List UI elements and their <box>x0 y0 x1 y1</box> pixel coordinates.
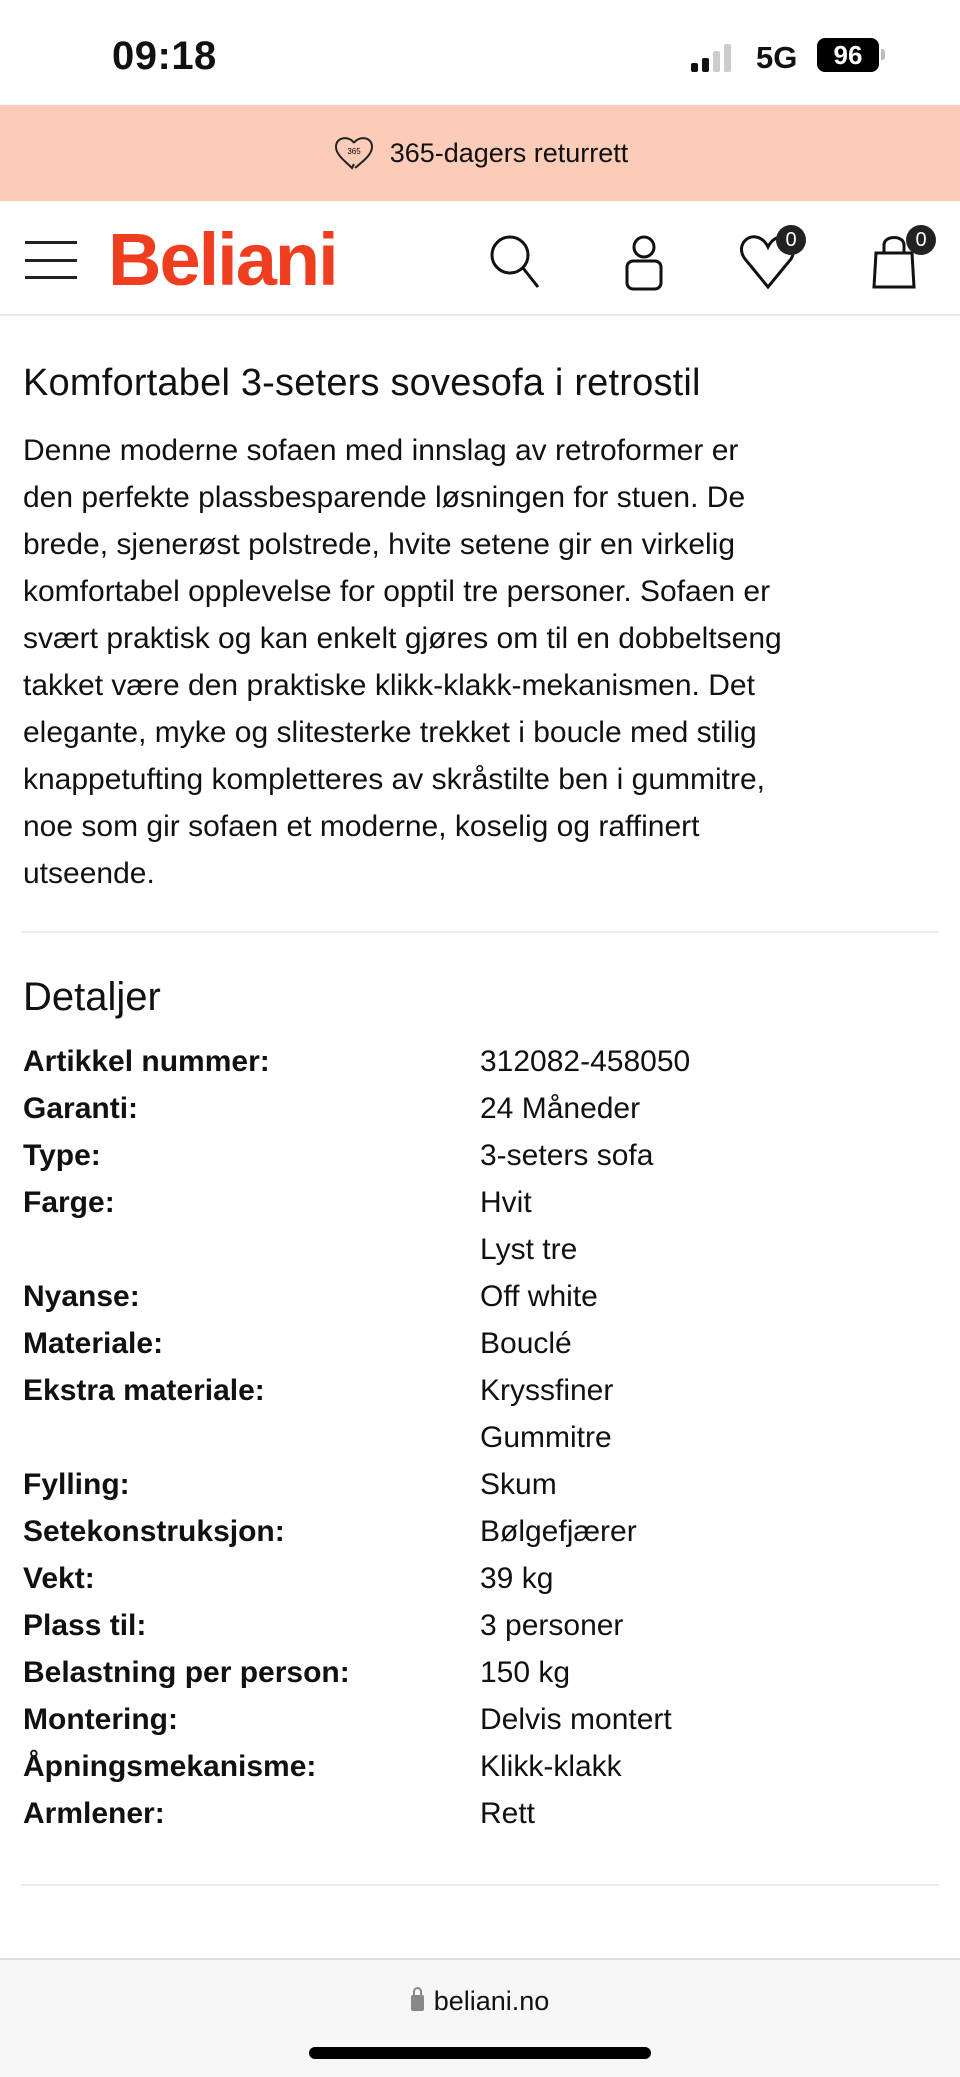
detail-value-line: Bølgefjærer <box>480 1515 637 1548</box>
detail-value <box>480 1179 577 1273</box>
detail-row <box>23 1367 937 1461</box>
site-header <box>0 201 960 316</box>
detail-row <box>23 1320 937 1367</box>
detail-value-line: Gummitre <box>480 1421 612 1454</box>
detail-value <box>480 1649 570 1696</box>
status-time: 09:18 <box>112 34 217 78</box>
detail-value-line: Kryssfiner <box>480 1374 614 1407</box>
detail-value <box>480 1461 557 1508</box>
detail-value-line: Off white <box>480 1280 598 1313</box>
detail-row <box>23 1179 937 1273</box>
detail-label: Armlener: <box>23 1797 165 1830</box>
detail-label: Plass til: <box>23 1609 147 1642</box>
detail-value-line: Delvis montert <box>480 1703 672 1736</box>
description-line: takket være den praktiske klikk-klakk-mekanismen. Det <box>23 669 755 702</box>
detail-value <box>480 1132 653 1179</box>
description-line: noe som gir sofaen et moderne, koselig og raffinert <box>23 810 700 843</box>
detail-label: Belastning per person: <box>23 1656 350 1689</box>
detail-row <box>23 1790 937 1837</box>
account-button[interactable] <box>614 231 674 291</box>
detail-value-line: 3-seters sofa <box>480 1139 654 1172</box>
detail-value-line: 150 kg <box>480 1656 571 1689</box>
wishlist-count-badge: 0 <box>776 225 806 255</box>
detail-row <box>23 1696 937 1743</box>
wishlist-button[interactable] <box>738 231 798 291</box>
detail-label: Artikkel nummer: <box>23 1045 270 1078</box>
beliani-logo[interactable]: Beliani <box>108 218 337 301</box>
menu-button[interactable] <box>25 241 77 279</box>
divider <box>21 1884 939 1886</box>
detail-label: Setekonstruksjon: <box>23 1515 285 1548</box>
detail-row <box>23 1555 937 1602</box>
detail-value <box>480 1038 690 1085</box>
detail-value <box>480 1085 640 1132</box>
lock-icon <box>411 1995 424 2011</box>
detail-label: Type: <box>23 1139 101 1172</box>
description-line: Denne moderne sofaen med innslag av retroformer er <box>23 434 739 467</box>
detail-label: Ekstra materiale: <box>23 1374 265 1407</box>
detail-value <box>480 1367 613 1461</box>
detail-value-line: 312082-458050 <box>480 1045 691 1078</box>
detail-value <box>480 1696 672 1743</box>
detail-row <box>23 1649 937 1696</box>
divider <box>21 931 939 933</box>
detail-row <box>23 1461 937 1508</box>
details-heading: Detaljer <box>23 975 161 1019</box>
search-icon <box>486 231 546 291</box>
product-description <box>23 427 937 897</box>
detail-value <box>480 1602 623 1649</box>
description-line: den perfekte plassbesparende løsningen for stuen. De <box>23 481 746 514</box>
browser-bottom-bar <box>0 1958 960 2077</box>
detail-row <box>23 1602 937 1649</box>
detail-row <box>23 1132 937 1179</box>
product-title: Komfortabel 3-seters sovesofa i retrostil <box>23 362 701 404</box>
banner-text: 365-dagers returrett <box>389 137 629 168</box>
detail-row <box>23 1508 937 1555</box>
detail-value-line: Lyst tre <box>480 1233 578 1266</box>
description-line: brede, sjenerøst polstrede, hvite setene gir en virkelig <box>23 528 736 561</box>
signal-icon <box>691 42 731 72</box>
detail-value <box>480 1790 535 1837</box>
detail-label: Farge: <box>23 1186 115 1219</box>
detail-value <box>480 1743 622 1790</box>
battery-icon: 96 <box>817 38 879 72</box>
detail-value-line: Rett <box>480 1797 536 1830</box>
description-line: knappetufting kompletteres av skråstilte ben i gummitre, <box>23 763 766 796</box>
detail-label: Åpningsmekanisme: <box>23 1750 317 1783</box>
detail-row <box>23 1085 937 1132</box>
banner-icon-text: 365 <box>347 147 361 156</box>
home-indicator[interactable] <box>309 2047 651 2059</box>
user-icon <box>614 231 674 291</box>
detail-value-line: 3 personer <box>480 1609 624 1642</box>
detail-value-line: Klikk-klakk <box>480 1750 622 1783</box>
detail-value-line: 39 kg <box>480 1562 554 1595</box>
detail-label: Materiale: <box>23 1327 164 1360</box>
detail-value <box>480 1320 572 1367</box>
detail-value-line: 24 Måneder <box>480 1092 641 1125</box>
detail-value <box>480 1273 598 1320</box>
detail-label: Nyanse: <box>23 1280 140 1313</box>
detail-label: Vekt: <box>23 1562 95 1595</box>
address-bar[interactable] <box>0 1986 960 2017</box>
detail-value-line: Skum <box>480 1468 557 1501</box>
network-type: 5G <box>756 40 798 75</box>
cart-count-badge: 0 <box>906 225 936 255</box>
detail-value <box>480 1508 637 1555</box>
detail-label: Garanti: <box>23 1092 139 1125</box>
return-policy-banner[interactable] <box>0 105 960 201</box>
battery-nub <box>881 49 885 60</box>
details-table <box>23 1038 937 1837</box>
description-line: elegante, myke og slitesterke trekket i boucle med stilig <box>23 716 757 749</box>
url-text: beliani.no <box>433 1986 550 2016</box>
detail-value <box>480 1555 553 1602</box>
status-bar <box>0 0 960 105</box>
description-line: komfortabel opplevelse for opptil tre personer. Sofaen er <box>23 575 771 608</box>
detail-row <box>23 1743 937 1790</box>
detail-label: Montering: <box>23 1703 178 1736</box>
description-line: svært praktisk og kan enkelt gjøres om til en dobbeltseng <box>23 622 782 655</box>
description-line: utseende. <box>23 857 155 890</box>
heart-365-icon <box>332 135 376 171</box>
cart-button[interactable] <box>868 231 928 291</box>
detail-row <box>23 1038 937 1085</box>
search-button[interactable] <box>486 231 546 291</box>
detail-value-line: Bouclé <box>480 1327 572 1360</box>
detail-row <box>23 1273 937 1320</box>
detail-value-line: Hvit <box>480 1186 532 1219</box>
detail-label: Fylling: <box>23 1468 130 1501</box>
